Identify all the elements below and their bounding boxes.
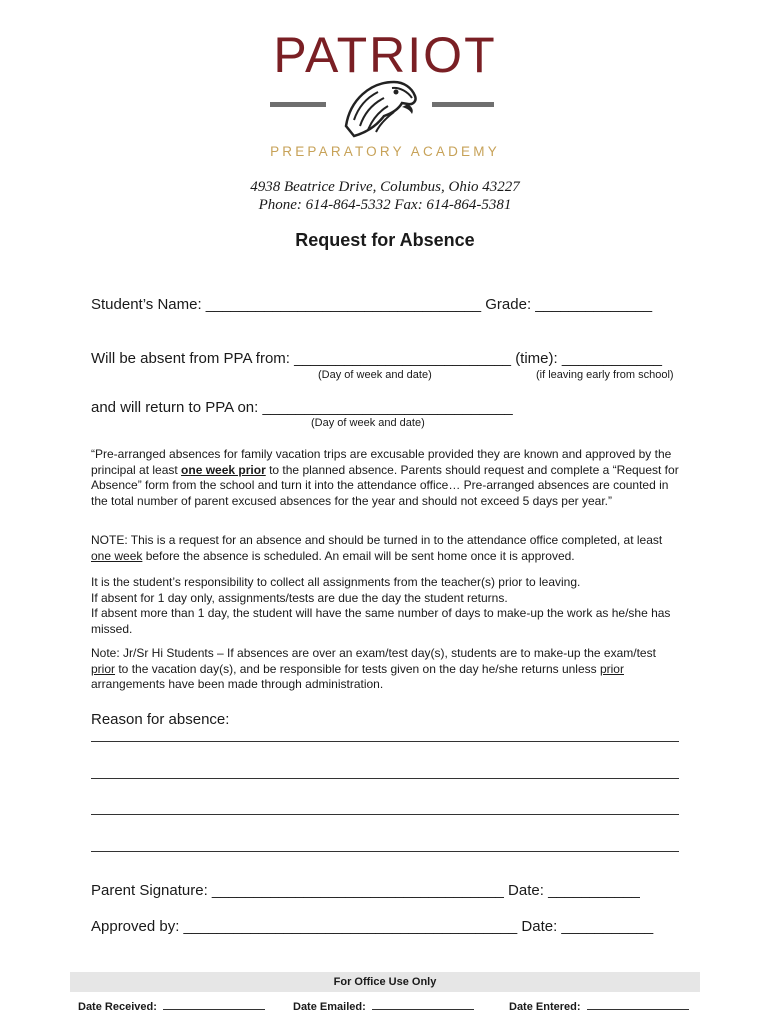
reason-label: Reason for absence: (91, 711, 230, 728)
exam-note (91, 646, 683, 693)
address-line: 4938 Beatrice Drive, Columbus, Ohio 43227 (250, 179, 520, 195)
absence-policy-quote (91, 447, 683, 509)
return-hint: (Day of week and date) (311, 417, 425, 429)
responsibility-line: If absent more than 1 day, the student will have the same number of days to make-up the work as he/she has missed. (91, 606, 671, 636)
exam-note-text: to the vacation day(s), and be responsible for tests given on the day he/she returns unless (115, 661, 600, 676)
responsibility-line: It is the student’s responsibility to collect all assignments from the teacher(s) prior to leaving. (91, 575, 581, 589)
date-entered-label: Date Entered: (509, 1001, 581, 1013)
date-emailed-field[interactable] (293, 999, 474, 1013)
exam-note-text: Note: Jr/Sr Hi Students – If absences are over an exam/test day(s), students are to make-up the exam/test (91, 646, 656, 660)
date-emailed-line[interactable] (372, 999, 474, 1010)
page-title: Request for Absence (295, 230, 475, 250)
policy-text: “Pre-arranged absences for family vacation trips are excusable provided they are known and approved by the principal at least (91, 447, 672, 477)
exam-note-text: arrangements have been made through administration. (91, 677, 384, 691)
policy-emphasis: one week prior (181, 462, 266, 477)
reason-line-1[interactable] (91, 741, 679, 742)
date-received-line[interactable] (163, 999, 265, 1010)
date-received-field[interactable] (78, 999, 265, 1013)
logo-right-bar (432, 102, 494, 107)
note-text: before the absence is scheduled. An email will be sent home once it is approved. (142, 548, 575, 563)
parent-signature-field[interactable]: Parent Signature: ___________________________________ Date: ___________ (91, 882, 640, 899)
school-address (0, 178, 770, 214)
absent-from-hint: (Day of week and date) (318, 369, 432, 381)
phone-fax-line: Phone: 614-864-5332 Fax: 614-864-5381 (258, 197, 512, 213)
date-received-label: Date Received: (78, 1001, 157, 1013)
student-responsibility (91, 575, 683, 637)
return-on-field[interactable]: and will return to PPA on: ______________________________ (91, 399, 513, 416)
school-logo-subtitle: PREPARATORY ACADEMY (270, 144, 500, 159)
student-name-grade-field[interactable]: Student’s Name: _________________________________ Grade: ______________ (91, 296, 653, 313)
reason-line-4[interactable] (91, 851, 679, 852)
responsibility-line: If absent for 1 day only, assignments/tests are due the day the student returns. (91, 590, 508, 605)
school-logo-name: PATRIOT (273, 27, 497, 83)
submission-note (91, 533, 683, 564)
exam-note-emphasis: prior (599, 661, 624, 676)
date-entered-field[interactable] (509, 999, 689, 1013)
policy-text: to the planned absence. Parents should request and complete a “Request for Absence” form from the school and turn it into the attendance office… Pre-arranged absences are counted in the total number of parent excused absences for the year and should not exceed 5 days per year.” (91, 462, 679, 508)
note-emphasis: one week (91, 548, 143, 563)
office-use-heading: For Office Use Only (70, 972, 700, 992)
date-emailed-label: Date Emailed: (293, 1001, 366, 1013)
exam-note-emphasis: prior (91, 661, 116, 676)
note-text: NOTE: This is a request for an absence and should be turned in to the attendance office completed, at least (91, 533, 663, 547)
reason-line-3[interactable] (91, 814, 679, 815)
absent-from-time-field[interactable]: Will be absent from PPA from: __________________________ (time): ____________ (91, 350, 662, 367)
time-hint: (if leaving early from school) (536, 369, 674, 381)
approved-by-field[interactable]: Approved by: ________________________________________ Date: ___________ (91, 918, 654, 935)
date-entered-line[interactable] (587, 999, 689, 1010)
reason-line-2[interactable] (91, 778, 679, 779)
logo-left-bar (270, 102, 326, 107)
eagle-head-icon (340, 74, 420, 142)
